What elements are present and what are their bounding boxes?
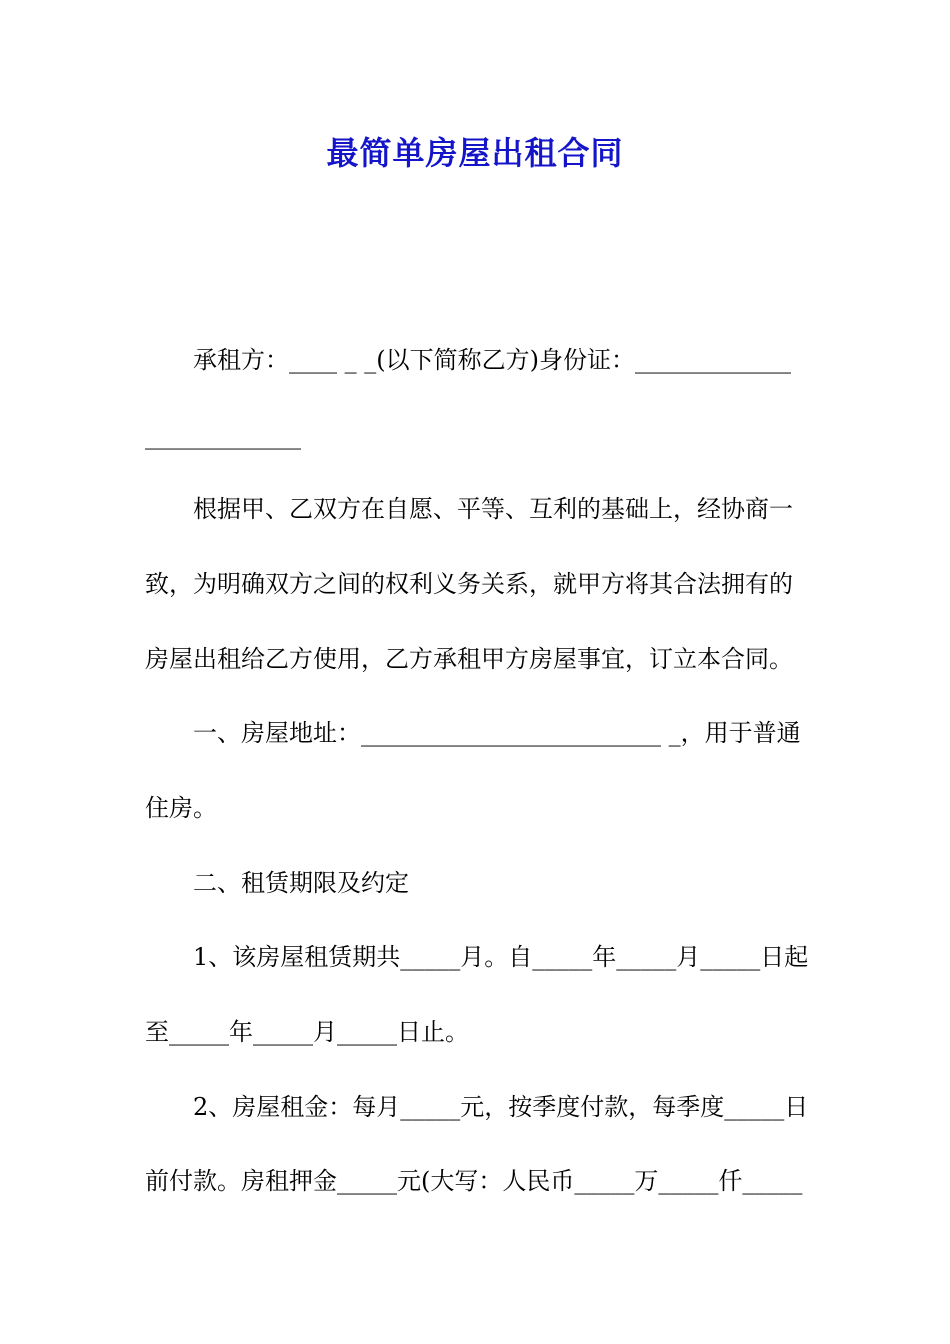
preamble-line-3: 房屋出租给乙方使用，乙方承租甲方房屋事宜，订立本合同。 <box>145 645 793 673</box>
clause-2-heading: 二、租赁期限及约定 <box>193 869 409 897</box>
clause-2-2-line-2: 前付款。房租押金_____元(大写：人民币_____万_____仟_____ <box>145 1167 803 1195</box>
clause-2-1-line-1: 1、该房屋租赁期共_____月。自_____年_____月_____日起 <box>193 943 809 971</box>
tenant-id-continuation: _____________ <box>145 422 301 450</box>
clause-2-1-line-2: 至_____年_____月_____日止。 <box>145 1018 469 1046</box>
preamble-line-2: 致，为明确双方之间的权利义务关系，就甲方将其合法拥有的 <box>145 570 793 598</box>
tenant-line: 承租方：____ _ _(以下简称乙方)身份证：_____________ <box>193 346 791 374</box>
page-title: 最简单房屋出租合同 <box>326 134 624 172</box>
preamble-line-1: 根据甲、乙双方在自愿、平等、互利的基础上，经协商一 <box>193 495 793 523</box>
clause-1-continuation: 住房。 <box>145 794 217 822</box>
clause-2-2-line-1: 2、房屋租金：每月_____元，按季度付款，每季度_____日 <box>193 1093 809 1121</box>
clause-1-address: 一、房屋地址：_________________________ _，用于普通 <box>193 719 801 747</box>
